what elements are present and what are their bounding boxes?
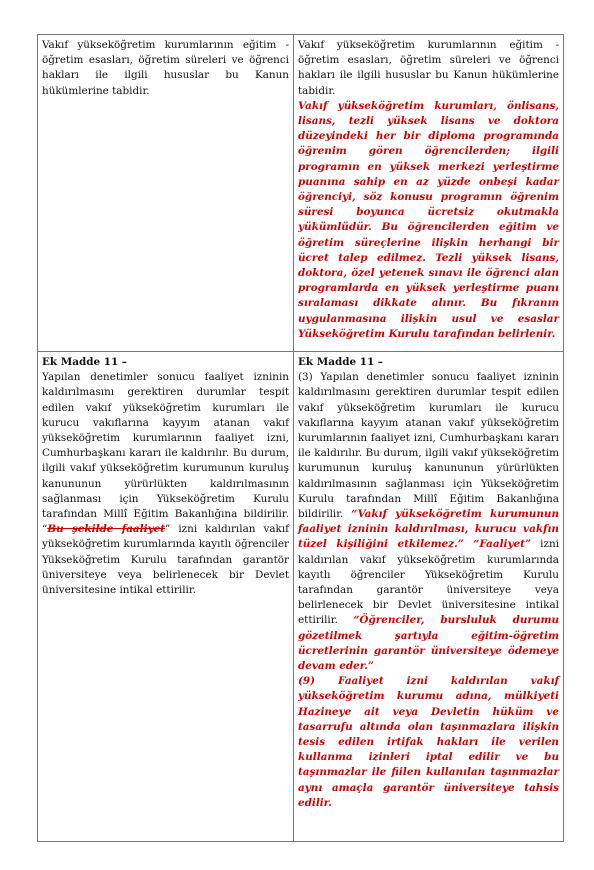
new-paragraph — [298, 370, 559, 674]
old-text-cell — [38, 35, 294, 352]
old-body: Yapılan denetimler sonucu faaliyet izninin kaldırılmasını gerektiren durumlar tespit edilen vakıf yükseköğretim kurumları ile kurucu vakıflarına kayyım atanan vakıf yükseköğretim kurumlarının faaliyet izni, Cumhurbaşkanı kararı ile kaldırılır. Bu durum, ilgili vakıf yükseköğretim kurumunun kuruluş kanununun yürürlükten kaldırılmasının sağlanması için Yükseköğretim Kurulu tarafından Millî Eğitim Bakanlığına bildirilir. — [42, 371, 289, 521]
added-paragraph: Vakıf yükseköğretim kurumları, önlisans, lisans, tezli yüksek lisans ve doktora düzeyindeki her bir diploma programında öğrenim gören öğrencilerden; ilgili programın en yüksek merkezi yerleştirme puanına sahip en az yüzde onbeşi kadar öğrenciyi, söz konusu programın öğrenim süresi boyunca ücretsiz okutmakla yükümlüdür. Bu öğrencilerden eğitim ve öğretim süreçlerine ilişkin herhangi bir ücret talep edilmez. Tezli yüksek lisans, doktora, özel yetenek sınavı ile öğrenci alan programlarda en yüksek yerleştirme puanı sıralaması dikkate alınır. Bu fıkranın uygulanmasına ilişkin usul ve esaslar Yükseköğretim Kurulu tarafından belirlenir. — [298, 99, 559, 340]
article-heading: Ek Madde 11 – — [298, 356, 384, 368]
new-paragraph: Vakıf yükseköğretim kurumlarının eğitim - öğretim esasları, öğretim süreleri ve öğrenci hakları ile ilgili hususlar bu Kanun hükümlerine tabidir. — [298, 39, 559, 97]
added-text: Öğrenciler, bursluluk durumu gözetilmek şartıyla eğitim-öğretim ücretlerinin garantör üniversiteye ödemeye devam eder. — [298, 614, 559, 673]
old-paragraph: Vakıf yükseköğretim kurumlarının eğitim - öğretim esasları, öğretim süreleri ve öğrenci hakları ile ilgili hususlar bu Kanun hükümlerine tabidir. — [42, 39, 289, 97]
old-paragraph — [42, 370, 289, 598]
quote-mark: ” — [367, 660, 374, 673]
document-page — [37, 34, 563, 842]
table-row — [38, 35, 564, 352]
new-body: izni kaldırılan vakıf yükseköğretim kurumlarında kayıtlı öğrenciler Yükseköğretim Kurulu tarafından garantör üniversiteye veya belirlenecek bir Devlet üniversitesine intikal ettirilir. — [298, 538, 559, 627]
comparison-table — [37, 34, 564, 842]
added-paragraph: (9) Faaliyet izni kaldırılan vakıf yükseköğretim kurumu adına, mülkiyeti Hazineye ait veya Devletin hüküm ve tasarrufu altında olan taşınmazlara ilişkin tesis edilen irtifak hakları ile verilen kullanma izinleri iptal edilir ve bu taşınmazlar ile fiilen kullanılan taşınmazlar aynı amaçla garantör üniversiteye tahsis edilir. — [298, 675, 559, 809]
article-heading: Ek Madde 11 – — [42, 356, 128, 368]
quote-mark: “ — [353, 614, 360, 627]
added-text: Vakıf yükseköğretim kurumunun faaliyet izninin kaldırılması, kurucu vakfın tüzel kişiliğini etkilemez. — [298, 508, 559, 551]
quote-mark: ” — [165, 523, 171, 536]
new-body: (3) Yapılan denetimler sonucu faaliyet izninin kaldırılmasını gerektiren durumlar tespit edilen vakıf yükseköğretim kurumları ile kurucu vakıflarına kayyım atanan vakıf yükseköğretim kurumlarının faaliyet izni, Cumhurbaşkanı kararı ile kaldırılır. Bu durum, ilgili vakıf yükseköğretim kurumunun kuruluş kanununun yürürlükten kaldırılmasının sağlanması için Yükseköğretim Kurulu tarafından Millî Eğitim Bakanlığına bildirilir. — [298, 371, 559, 521]
new-text-cell — [294, 35, 564, 352]
added-text: Faaliyet — [479, 538, 525, 551]
old-text-cell — [38, 352, 294, 842]
quote-mark: “ — [473, 538, 480, 551]
new-text-cell — [294, 352, 564, 842]
struck-text: Bu şekilde faaliyet — [47, 523, 166, 536]
table-row — [38, 352, 564, 842]
quote-mark: ” — [524, 538, 531, 551]
quote-mark: “ — [351, 508, 358, 521]
old-tail: izni kaldırılan vakıf yükseköğretim kurumlarında kayıtlı öğrenciler Yükseköğretim Kurulu tarafından garantör üniversiteye veya belirlenecek bir Devlet üniversitesine intikal ettirilir. — [42, 523, 289, 597]
quote-mark: ” — [457, 538, 474, 551]
quote-mark: “ — [42, 523, 48, 536]
